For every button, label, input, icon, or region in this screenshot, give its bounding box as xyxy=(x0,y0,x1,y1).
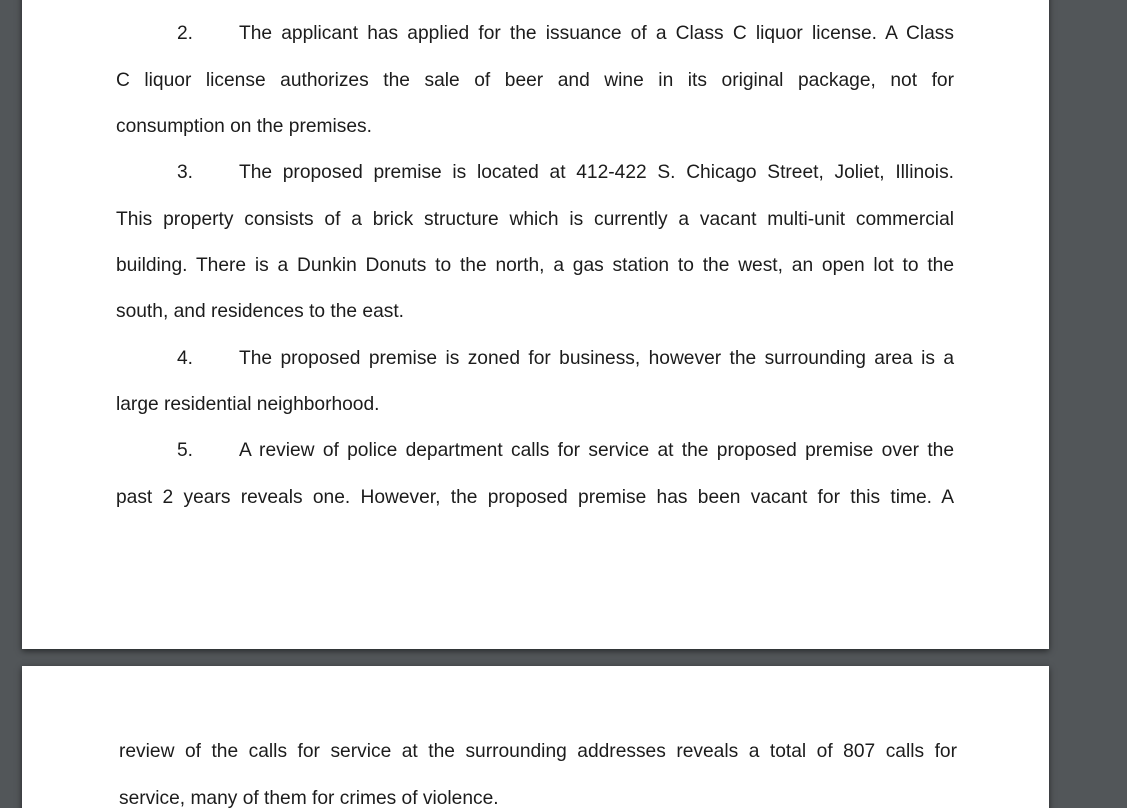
page-2-line: review of the calls for service at the surrounding addresses reveals a total of 807 calls for xyxy=(119,741,957,762)
paragraph-number: 2. xyxy=(177,23,194,44)
paragraph-3-line: south, and residences to the east. xyxy=(116,301,404,322)
paragraph-4-first-line xyxy=(177,347,954,371)
paragraph-3-first-line xyxy=(177,161,954,185)
paragraph-number: 4. xyxy=(177,348,194,369)
paragraph-5-line: past 2 years reveals one. However, the proposed premise has been vacant for this time. A xyxy=(116,487,954,508)
paragraph-text: The proposed premise is located at 412-422 S. Chicago Street, Joliet, Illinois. xyxy=(239,162,954,183)
page-2-line: service, many of them for crimes of violence. xyxy=(119,788,499,808)
paragraph-3-line: This property consists of a brick structure which is currently a vacant multi-unit commercial xyxy=(116,209,954,230)
paragraph-4-line: large residential neighborhood. xyxy=(116,394,380,415)
paragraph-2-first-line xyxy=(177,22,954,46)
document-page-2 xyxy=(22,666,1049,808)
paragraph-2-line: C liquor license authorizes the sale of beer and wine in its original package, not for xyxy=(116,70,954,91)
paragraph-number: 5. xyxy=(177,440,194,461)
paragraph-2-line: consumption on the premises. xyxy=(116,116,372,137)
document-page-1 xyxy=(22,0,1049,649)
paragraph-5-first-line xyxy=(177,439,954,463)
paragraph-text: A review of police department calls for service at the proposed premise over the xyxy=(239,440,954,461)
paragraph-number: 3. xyxy=(177,162,194,183)
paragraph-text: The applicant has applied for the issuance of a Class C liquor license. A Class xyxy=(239,23,954,44)
paragraph-3-line: building. There is a Dunkin Donuts to the north, a gas station to the west, an open lot to the xyxy=(116,255,954,276)
paragraph-text: The proposed premise is zoned for business, however the surrounding area is a xyxy=(239,348,954,369)
